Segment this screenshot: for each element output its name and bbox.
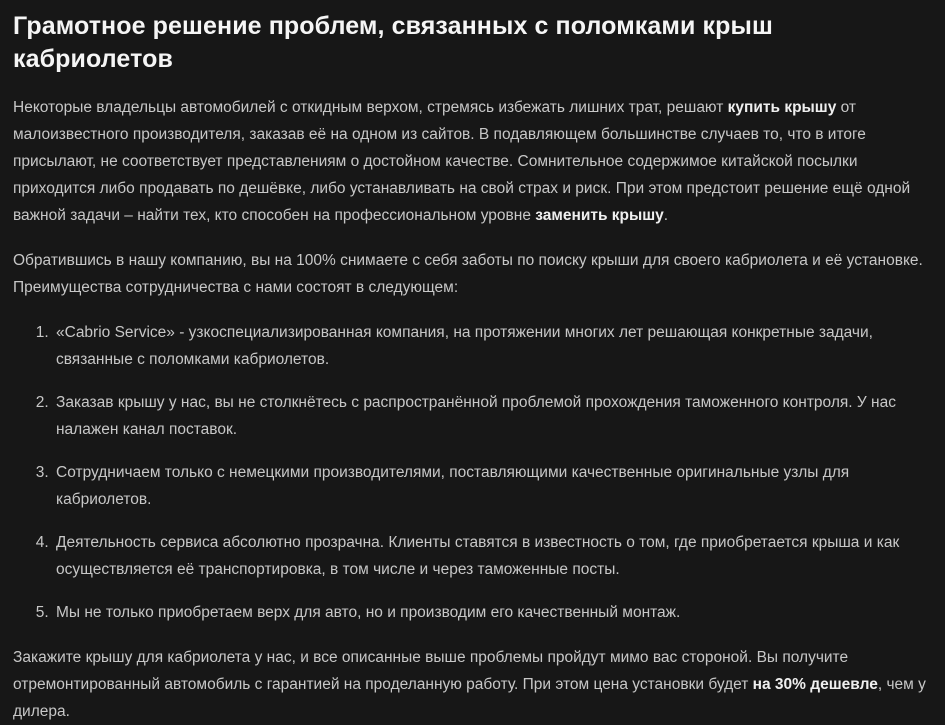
intro-paragraph [13, 94, 933, 229]
benefits-list [13, 319, 933, 626]
list-item-customs: 2. Заказав крышу у нас, вы не столкнётесь с распространённой проблемой прохождения таможенного контроля. У нас налажен канал поставок. [53, 389, 933, 443]
page-background [0, 10, 945, 720]
list-item-installation: 5. Мы не только приобретаем верх для авто, но и производим его качественный монтаж. [53, 599, 933, 626]
outro-text-pre: Закажите крышу для кабриолета у нас, и все описанные выше проблемы пройдут мимо вас стороной. Вы получите отремонтированный автомобиль с гарантией на проделанную работу. При этом цена установки будет [13, 649, 849, 693]
intro-text-post: . [663, 207, 669, 224]
buy-roof-emphasis: купить крышу [727, 99, 837, 116]
list-item-german-suppliers: 3. Сотрудничаем только с немецкими производителями, поставляющими качественные оригинальные узлы для кабриолетов. [53, 459, 933, 513]
list-item-transparency: 4. Деятельность сервиса абсолютно прозрачна. Клиенты ставятся в известность о том, где приобретается крыша и как осуществляется её транспортировка, в том числе и через таможенные посты. [53, 529, 933, 583]
benefits-intro-paragraph: Обратившись в нашу компанию, вы на 100% снимаете с себя заботы по поиску крыши для своего кабриолета и её установке. Преимущества сотрудничества с нами состоят в следующем: [13, 252, 923, 296]
list-item-company: 1. «Cabrio Service» - узкоспециализированная компания, на протяжении многих лет решающая конкретные задачи, связанные с поломками кабриолетов. [53, 319, 933, 373]
discount-emphasis: на 30% дешевле [752, 676, 878, 693]
outro-text-post: , чем у дилера. [13, 676, 926, 720]
replace-roof-emphasis: заменить крышу [535, 207, 664, 224]
intro-text-pre: Некоторые владельцы автомобилей с откидным верхом, стремясь избежать лишних трат, решают [13, 99, 728, 116]
article-content [0, 10, 945, 725]
intro-text-mid: от малоизвестного производителя, заказав её на одном из сайтов. В подавляющем большинстве случаев то, что в итоге присылают, не соответствует представлениям о достойном качестве. Сомнительное содержимое китайской посылки приходится либо продавать по дешёвке, либо устанавливать на свой страх и риск. При этом предстоит решение ещё одной важной задачи – найти тех, кто способен на профессиональном уровне [13, 99, 911, 224]
page-title: Грамотное решение проблем, связанных с поломками крыш кабриолетов [13, 12, 773, 73]
outro-paragraph [13, 644, 933, 725]
